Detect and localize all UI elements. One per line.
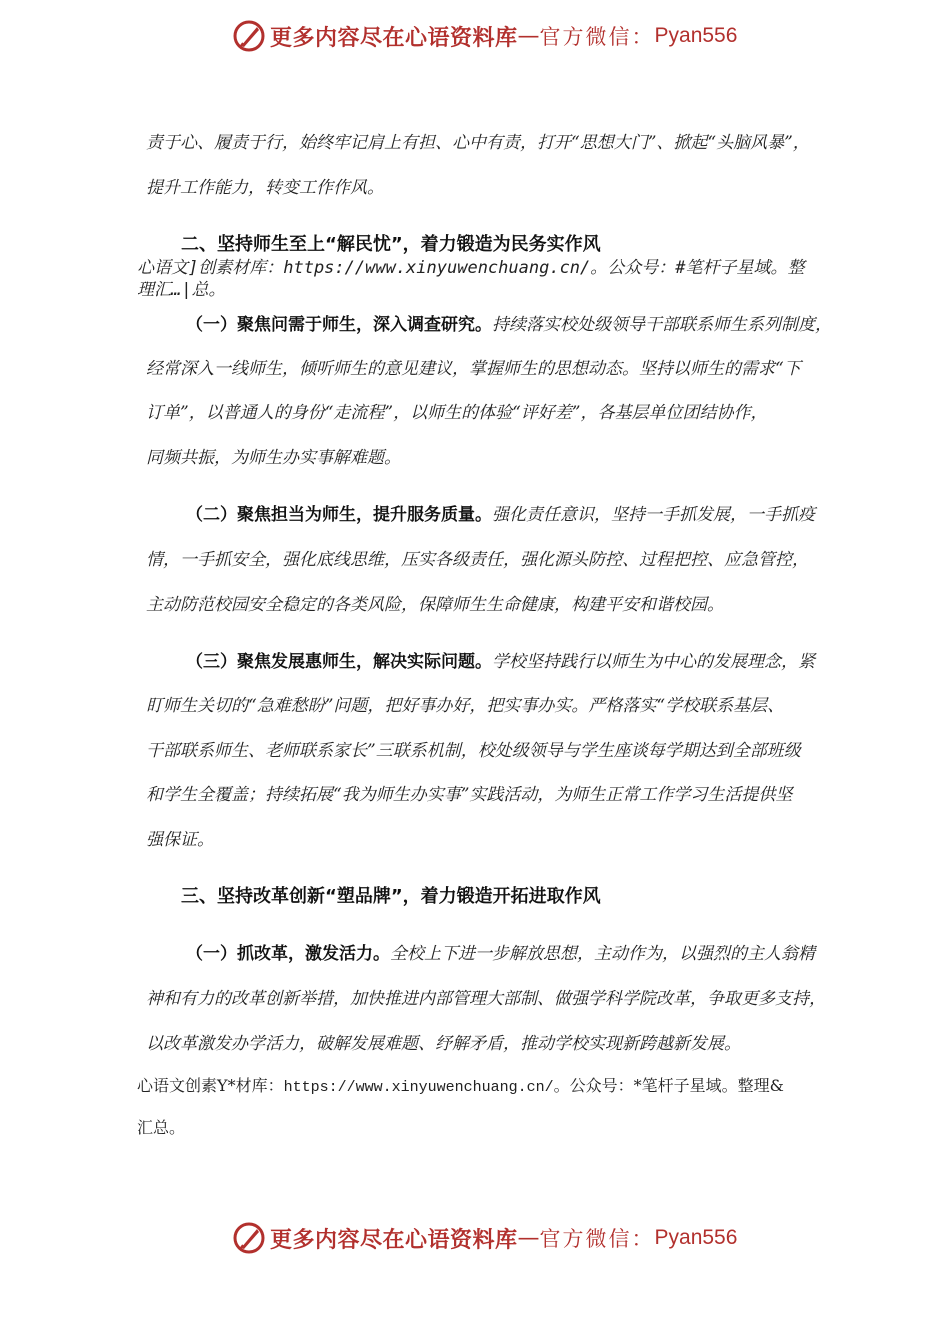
paragraph-line: 情，一手抓安全，强化底线思维，压实各级责任，强化源头防控、过程把控、应急管控， — [146, 550, 809, 570]
paragraph-line: 和学生全覆盖；持续拓展“我为师生办实事”实践活动，为师生正常工作学习生活提供坚 — [146, 785, 793, 805]
banner-label: 官方微信： — [539, 1227, 655, 1251]
paragraph-line: 以改革激发办学活力，破解发展难题、纾解矛盾，推动学校实现新跨越新发展。 — [146, 1034, 741, 1054]
banner-wechat-id: Pyan556 — [654, 24, 738, 47]
footer-banner — [232, 1218, 737, 1258]
subsection-title: （二）聚焦担当为师生，提升服务质量。 — [186, 505, 492, 525]
paragraph-line: 订单”，以普通人的身份“走流程”，以师生的体验“评好差”，各基层单位团结协作， — [146, 403, 768, 423]
banner-wechat-id: Pyan556 — [654, 1226, 738, 1249]
paragraph-text: 全校上下进一步解放思想，主动作为，以强烈的主人翁精 — [390, 944, 815, 964]
paragraph-line: 强保证。 — [146, 830, 214, 850]
paragraph-text: 学校坚持践行以师生为中心的发展理念，紧 — [492, 652, 815, 672]
paragraph-text: 强化责任意识，坚持一手抓发展，一手抓疫 — [492, 505, 815, 525]
paragraph-line: 盯师生关切的“急难愁盼”问题，把好事办好，把实事办实。严格落实“学校联系基层、 — [146, 696, 785, 716]
watermark-line: 汇总。 — [137, 1118, 186, 1137]
paragraph-line — [186, 939, 815, 964]
subsection-title: （三）聚焦发展惠师生，解决实际问题。 — [186, 652, 492, 672]
paragraph-line — [186, 310, 832, 335]
quill-logo-icon — [232, 19, 266, 53]
paragraph-line: 神和有力的改革创新举措，加快推进内部管理大部制、做强学科学院改革，争取更多支持， — [146, 989, 826, 1009]
paragraph-line: 经常深入一线师生，倾听师生的意见建议，掌握师生的思想动态。坚持以师生的需求“下 — [146, 359, 801, 379]
paragraph-line: 主动防范校园安全稳定的各类风险，保障师生生命健康，构建平安和谐校园。 — [146, 595, 724, 615]
banner-dash: — — [517, 1225, 540, 1251]
banner-main-text: 更多内容尽在心语资料库 — [270, 24, 518, 51]
body-line: 提升工作能力，转变工作作风。 — [146, 178, 384, 198]
paragraph-line: 同频共振，为师生办实事解难题。 — [146, 448, 401, 468]
quill-logo-icon — [232, 1221, 266, 1255]
subsection-title: （一）抓改革，激发活力。 — [186, 944, 390, 964]
paragraph-text: 持续落实校处级领导干部联系师生系列制度， — [492, 315, 832, 335]
paragraph-line — [186, 500, 815, 525]
watermark-url: https://www.xinyuwenchuang.cn/ — [283, 1079, 554, 1096]
subsection-title: （一）聚焦问需于师生，深入调查研究。 — [186, 315, 492, 335]
watermark-line: 心语文]创素材库：https://www.xinyuwenchuang.cn/。公众号：#笔杆子星域。整 — [137, 258, 805, 278]
banner-dash: — — [517, 23, 540, 49]
banner-label: 官方微信： — [539, 25, 655, 49]
paragraph-line — [186, 647, 815, 672]
watermark-line — [137, 1073, 784, 1096]
watermark-text: 心语文创素Y*材库： — [137, 1076, 284, 1095]
header-banner — [232, 16, 737, 56]
section-heading: 三、坚持改革创新“塑品牌”，着力锻造开拓进取作风 — [181, 886, 601, 907]
watermark-line: 理汇…|总。 — [137, 280, 226, 300]
paragraph-line: 干部联系师生、老师联系家长”三联系机制，校处级领导与学生座谈每学期达到全部班级 — [146, 741, 801, 761]
body-line: 责于心、履责于行，始终牢记肩上有担、心中有责，打开“思想大门”、掀起“头脑风暴”， — [146, 133, 810, 153]
section-heading: 二、坚持师生至上“解民忧”，着力锻造为民务实作风 — [181, 234, 601, 255]
banner-main-text: 更多内容尽在心语资料库 — [270, 1226, 518, 1253]
watermark-text: 。公众号：*笔杆子星域。整理& — [553, 1076, 784, 1095]
